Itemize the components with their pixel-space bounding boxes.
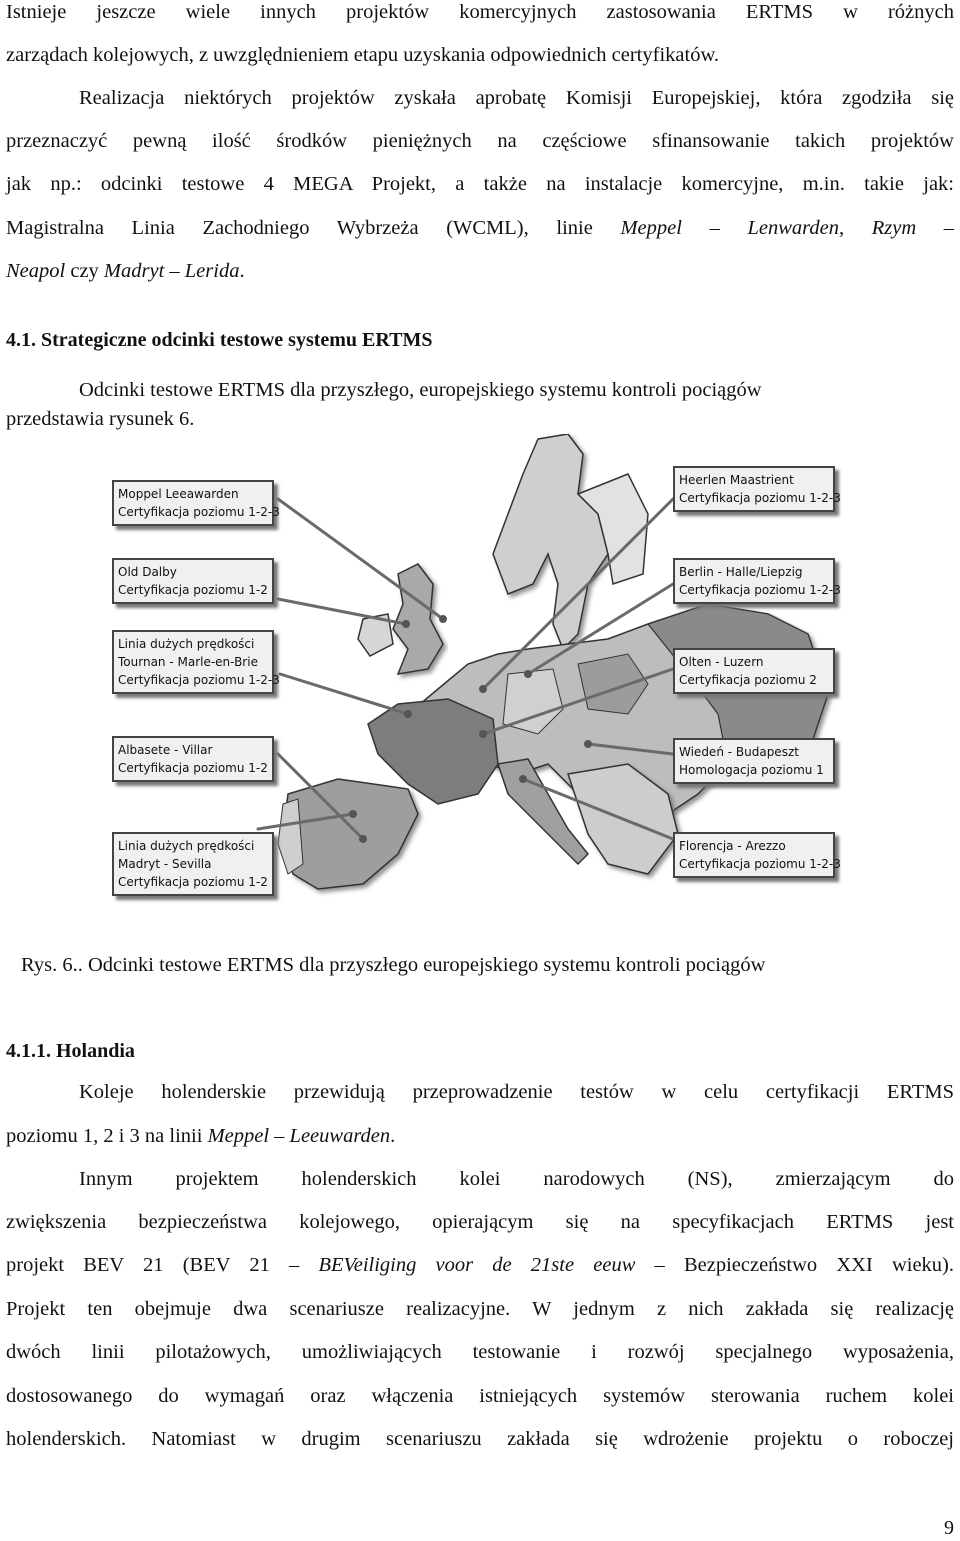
text-italic: Neapol <box>6 260 66 282</box>
paragraph-line: zarządach kolejowych, z uwzględnieniem etapu uzyskania odpowiednich certyfikatów. <box>6 44 720 66</box>
text-span: . <box>239 260 245 282</box>
paragraph-line: dwóch linii pilotażowych, umożliwiających testowanie i rozwój specjalnego wyposażenia, <box>6 1341 954 1363</box>
text-italic: Madryt – Lerida <box>103 260 240 282</box>
label-line: Certyfikacja poziomu 1-2 <box>118 875 268 889</box>
paragraph-line <box>6 1124 954 1148</box>
label-heerlen-maastricht <box>673 466 841 512</box>
portugal-region <box>278 799 303 874</box>
label-line: Moppel Leeawarden <box>118 487 239 501</box>
paragraph-line: Koleje holenderskie przewidują przeprowadzenie testów w celu certyfikacji ERTMS <box>79 1081 954 1103</box>
label-line: Albasete - Villar <box>118 743 213 757</box>
label-line: Certyfikacja poziomu 2 <box>679 673 817 687</box>
section-heading: 4.1.1. Holandia <box>6 1040 135 1062</box>
label-line: Olten - Luzern <box>679 655 764 669</box>
label-line: Certyfikacja poziomu 1-2-3 <box>118 673 280 687</box>
label-line: Old Dalby <box>118 565 177 579</box>
label-line: Certyfikacja poziomu 1-2-3 <box>679 491 841 505</box>
label-meppel-leeuwarden <box>112 480 280 526</box>
paragraph-line <box>6 1253 954 1277</box>
label-tournan-marle <box>112 630 280 694</box>
label-line: Madryt - Sevilla <box>118 857 212 871</box>
label-albasete-villar <box>112 736 274 782</box>
text-span: poziomu 1, 2 i 3 na linii <box>6 1125 208 1147</box>
paragraph-line: zwiększenia bezpieczeństwa kolejowego, opierającym się na specyfikacjach ERTMS jest <box>6 1211 954 1233</box>
label-old-dalby <box>112 558 274 604</box>
text-span: projekt BEV 21 (BEV 21 – <box>6 1254 300 1276</box>
uk-region <box>393 564 443 674</box>
paragraph-line: dostosowanego do wymagań oraz włączenia istniejących systemów sterowania ruchem kolei <box>6 1385 954 1407</box>
label-olten-luzern <box>673 648 835 694</box>
paragraph-line: Innym projektem holenderskich kolei narodowych (NS), zmierzającym do <box>79 1168 954 1190</box>
paragraph-line: przedstawia rysunek 6. <box>6 408 195 430</box>
label-florencja-arezzo <box>673 832 841 878</box>
label-line: Tournan - Marle-en-Brie <box>118 655 258 669</box>
label-line: Certyfikacja poziomu 1-2 <box>118 583 268 597</box>
paragraph-line <box>6 216 954 240</box>
label-line: Linia dużych prędkości <box>118 839 255 853</box>
text-italic: Lenwarden, Rzym <box>747 217 917 239</box>
label-line: Certyfikacja poziomu 1-2-3 <box>679 583 841 597</box>
text-span: czy <box>65 260 104 282</box>
text-italic: Meppel <box>620 217 682 239</box>
paragraph-line: Odcinki testowe ERTMS dla przyszłego, europejskiego systemu kontroli pociągów <box>79 379 762 401</box>
paragraph-line: przeznaczyć pewną ilość środków pieniężnych na częściowe sfinansowanie takich projektów <box>6 130 954 152</box>
paragraph-line: Realizacja niektórych projektów zyskała aprobatę Komisji Europejskiej, która zgodziła się <box>79 87 954 109</box>
iberia-region <box>283 779 418 889</box>
section-heading: 4.1. Strategiczne odcinki testowe systemu ERTMS <box>6 329 433 351</box>
ertms-europe-map-figure <box>108 434 848 920</box>
label-line: Wiedeń - Budapeszt <box>679 745 799 759</box>
label-line: Linia dużych prędkości <box>118 637 255 651</box>
figure-caption: Rys. 6.. Odcinki testowe ERTMS dla przyszłego europejskiego systemu kontroli pociągów <box>21 954 766 976</box>
label-line: Homologacja poziomu 1 <box>679 763 824 777</box>
paragraph-line: Projekt ten obejmuje dwa scenariusze realizacyjne. W jednym z nich zakłada się realizację <box>6 1298 954 1320</box>
text-span: Magistralna Linia Zachodniego Wybrzeża (WCML), linie <box>6 217 593 239</box>
page-number: 9 <box>944 1517 954 1539</box>
label-line: Heerlen Maastrient <box>679 473 794 487</box>
label-wieden-budapeszt <box>673 738 835 784</box>
paragraph-line: holenderskich. Natomiast w drugim scenariuszu zakłada się wdrożenie projektu o roboczej <box>6 1428 954 1450</box>
text-span: . <box>390 1125 396 1147</box>
paragraph-line <box>6 259 954 283</box>
text-italic: Meppel – Leeuwarden <box>207 1125 391 1147</box>
paragraph-line: Istnieje jeszcze wiele innych projektów komercyjnych zastosowania ERTMS w różnych <box>6 1 954 23</box>
label-line: Certyfikacja poziomu 1-2-3 <box>679 857 841 871</box>
text-dash: – <box>943 217 955 239</box>
text-span: – Bezpieczeństwo XXI wieku). <box>654 1254 954 1276</box>
scandinavia-region <box>493 434 608 649</box>
paragraph-line: jak np.: odcinki testowe 4 MEGA Projekt, a także na instalacje komercyjne, m.in. takie jak: <box>6 173 954 195</box>
text-dash: – <box>709 217 720 239</box>
label-line: Certyfikacja poziomu 1-2 <box>118 761 268 775</box>
text-italic: BEVeiliging voor de 21ste eeuw <box>318 1254 636 1276</box>
label-berlin-halle <box>673 558 841 604</box>
label-line: Certyfikacja poziomu 1-2-3 <box>118 505 280 519</box>
label-madryt-sevilla <box>112 832 274 896</box>
label-line: Florencja - Arezzo <box>679 839 786 853</box>
label-line: Berlin - Halle/Liepzig <box>679 565 803 579</box>
